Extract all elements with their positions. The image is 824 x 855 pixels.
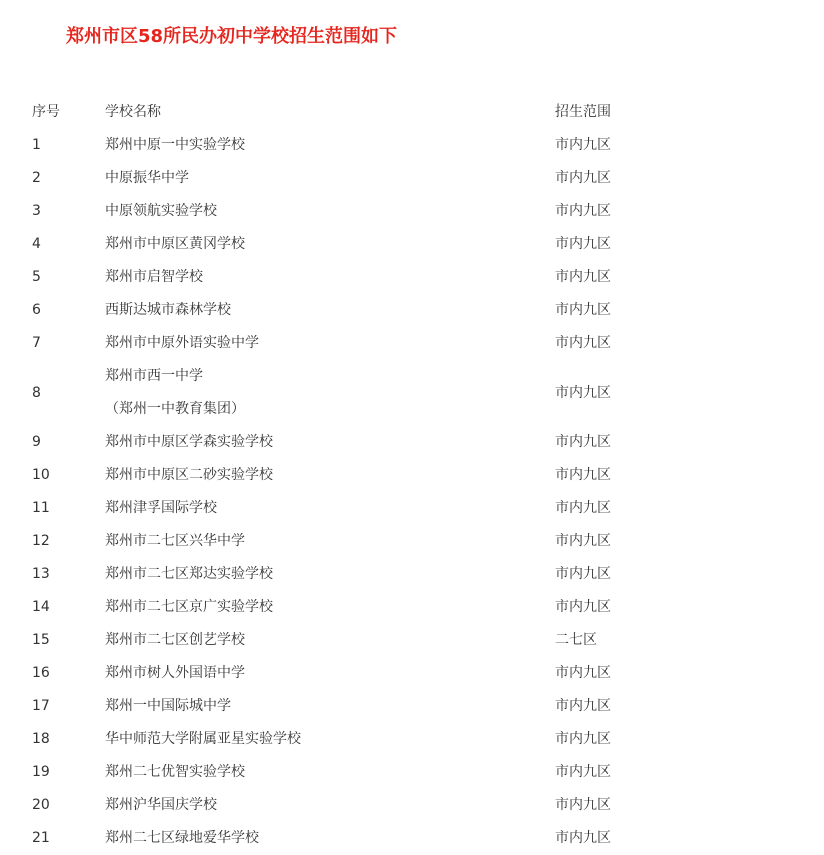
row-admission-area: 市内九区	[555, 533, 611, 549]
row-serial-number: 15	[32, 632, 50, 648]
row-school-name	[105, 591, 555, 624]
row-admission-area: 市内九区	[555, 797, 611, 813]
school-name-line: 中原振华中学	[105, 170, 189, 186]
row-serial-number: 6	[32, 302, 41, 318]
row-admission-area: 二七区	[555, 632, 597, 648]
row-school-name	[105, 657, 555, 690]
table-row	[24, 789, 695, 822]
row-admission-area: 市内九区	[555, 731, 611, 747]
row-admission-area: 市内九区	[555, 302, 611, 318]
row-school-name	[105, 162, 555, 195]
row-serial-number: 20	[32, 797, 50, 813]
row-serial-number: 18	[32, 731, 50, 747]
row-serial-number: 16	[32, 665, 50, 681]
row-admission-area: 市内九区	[555, 335, 611, 351]
table-row	[24, 195, 695, 228]
row-school-name	[105, 228, 555, 261]
page-title: 郑州市区58所民办初中学校招生范围如下	[66, 26, 398, 47]
row-serial-number: 10	[32, 467, 50, 483]
row-admission-area: 市内九区	[555, 566, 611, 582]
school-admission-table	[24, 96, 695, 855]
school-name-line: 郑州市西一中学	[105, 368, 203, 384]
row-serial-number: 9	[32, 434, 41, 450]
header-serial-number: 序号	[32, 104, 60, 120]
school-name-line: 郑州津孚国际学校	[105, 500, 217, 516]
table-row	[24, 657, 695, 690]
school-name-line: 华中师范大学附属亚星实验学校	[105, 731, 301, 747]
row-admission-area: 市内九区	[555, 764, 611, 780]
school-name-line: 中原领航实验学校	[105, 203, 217, 219]
school-name-line: 郑州市二七区创艺学校	[105, 632, 245, 648]
row-school-name	[105, 822, 555, 855]
row-serial-number: 11	[32, 500, 50, 516]
row-admission-area: 市内九区	[555, 467, 611, 483]
school-name-line: 郑州二七优智实验学校	[105, 764, 245, 780]
row-school-name	[105, 360, 555, 426]
header-admission-area: 招生范围	[555, 104, 611, 120]
row-serial-number: 12	[32, 533, 50, 549]
school-name-line: 郑州一中国际城中学	[105, 698, 231, 714]
row-admission-area: 市内九区	[555, 170, 611, 186]
row-serial-number: 14	[32, 599, 50, 615]
row-serial-number: 5	[32, 269, 41, 285]
school-name-line: 郑州沪华国庆学校	[105, 797, 217, 813]
school-name-line: 郑州二七区绿地爱华学校	[105, 830, 259, 846]
row-school-name	[105, 789, 555, 822]
row-serial-number: 4	[32, 236, 41, 252]
table-row	[24, 228, 695, 261]
school-name-line: 郑州市树人外国语中学	[105, 665, 245, 681]
school-name-line: （郑州一中教育集团）	[105, 401, 245, 417]
row-admission-area: 市内九区	[555, 665, 611, 681]
table-row	[24, 459, 695, 492]
row-serial-number: 17	[32, 698, 50, 714]
table-row	[24, 162, 695, 195]
row-admission-area: 市内九区	[555, 500, 611, 516]
table-row	[24, 558, 695, 591]
table-row	[24, 591, 695, 624]
row-school-name	[105, 261, 555, 294]
table-row	[24, 360, 695, 426]
school-name-line: 郑州市二七区郑达实验学校	[105, 566, 273, 582]
table-row	[24, 822, 695, 855]
row-school-name	[105, 195, 555, 228]
table-row	[24, 129, 695, 162]
row-school-name	[105, 690, 555, 723]
row-school-name	[105, 756, 555, 789]
row-school-name	[105, 525, 555, 558]
table-header-row	[24, 96, 695, 129]
school-name-line: 郑州市中原区二砂实验学校	[105, 467, 273, 483]
row-serial-number: 13	[32, 566, 50, 582]
row-admission-area: 市内九区	[555, 599, 611, 615]
row-admission-area: 市内九区	[555, 137, 611, 153]
row-serial-number: 21	[32, 830, 50, 846]
row-serial-number: 19	[32, 764, 50, 780]
table-body	[24, 129, 695, 855]
row-admission-area: 市内九区	[555, 384, 611, 401]
row-school-name	[105, 294, 555, 327]
row-school-name	[105, 327, 555, 360]
table-row	[24, 492, 695, 525]
header-school-name: 学校名称	[105, 104, 161, 120]
row-serial-number: 1	[32, 137, 41, 153]
school-name-line: 郑州中原一中实验学校	[105, 137, 245, 153]
row-school-name	[105, 129, 555, 162]
row-admission-area: 市内九区	[555, 236, 611, 252]
row-serial-number: 3	[32, 203, 41, 219]
table-row	[24, 624, 695, 657]
row-admission-area: 市内九区	[555, 203, 611, 219]
row-admission-area: 市内九区	[555, 434, 611, 450]
row-school-name	[105, 426, 555, 459]
row-school-name	[105, 459, 555, 492]
row-school-name	[105, 624, 555, 657]
table-row	[24, 723, 695, 756]
table-row	[24, 426, 695, 459]
table-row	[24, 261, 695, 294]
table-row	[24, 525, 695, 558]
school-name-line: 郑州市中原区学森实验学校	[105, 434, 273, 450]
table-row	[24, 690, 695, 723]
row-school-name	[105, 558, 555, 591]
school-name-line: 郑州市二七区京广实验学校	[105, 599, 273, 615]
row-serial-number: 8	[32, 384, 41, 401]
row-admission-area: 市内九区	[555, 269, 611, 285]
row-school-name	[105, 723, 555, 756]
row-admission-area: 市内九区	[555, 698, 611, 714]
row-serial-number: 7	[32, 335, 41, 351]
school-name-line: 郑州市中原区黄冈学校	[105, 236, 245, 252]
table-row	[24, 756, 695, 789]
row-serial-number: 2	[32, 170, 41, 186]
school-name-line: 郑州市中原外语实验中学	[105, 335, 259, 351]
row-school-name	[105, 492, 555, 525]
row-admission-area: 市内九区	[555, 830, 611, 846]
table-row	[24, 327, 695, 360]
school-name-line: 郑州市二七区兴华中学	[105, 533, 245, 549]
table-row	[24, 294, 695, 327]
school-name-line: 郑州市启智学校	[105, 269, 203, 285]
school-name-line: 西斯达城市森林学校	[105, 302, 231, 318]
